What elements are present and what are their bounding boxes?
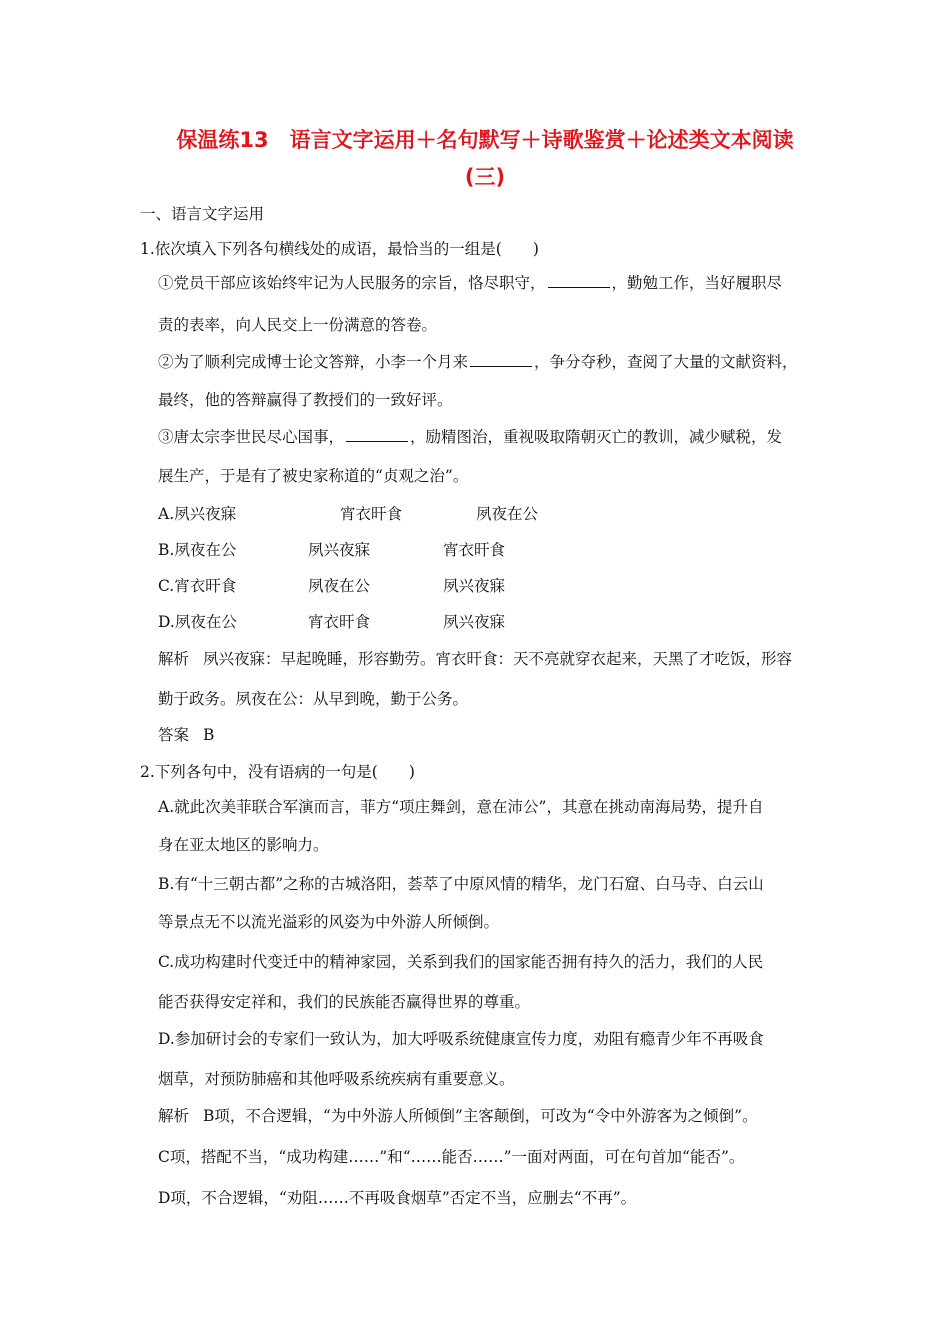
- question-2-analysis-cont-2: D项，不合逻辑，“劝阻……不再吸食烟草”否定不当，应删去“不再”。: [158, 1189, 637, 1207]
- fill-blank: [470, 365, 532, 367]
- sentence-text: ③唐太宗李世民尽心国事，: [158, 428, 345, 446]
- option-c: [158, 576, 578, 596]
- question-1-sentence-2: [158, 352, 798, 372]
- option-word-1: 夙夜在公: [174, 541, 237, 559]
- question-2-stem: 2.下列各句中，没有语病的一句是( ): [140, 763, 415, 781]
- answer-label: 答案: [158, 726, 190, 744]
- question-1-sentence-3: [158, 427, 782, 447]
- question-2-option-a-cont: 身在亚太地区的影响力。: [158, 836, 329, 854]
- sentence-text: ②为了顺利完成博士论文答辩，小李一个月来: [158, 353, 469, 371]
- option-word-2: 宵衣旰食: [340, 505, 403, 523]
- option-word-3: 宵衣旰食: [443, 541, 506, 559]
- option-label: B.: [158, 541, 175, 559]
- option-b: [158, 540, 578, 560]
- option-word-2: 夙夜在公: [308, 577, 371, 595]
- question-2-option-c: C.成功构建时代变迁中的精神家园，关系到我们的国家能否拥有持久的活力，我们的人民: [158, 953, 764, 971]
- sentence-text: ，争分夺秒，查阅了大量的文献资料，: [534, 353, 798, 371]
- option-a: [158, 504, 578, 524]
- option-word-2: 夙兴夜寐: [308, 541, 371, 559]
- question-2-option-a: A.就此次美菲联合军演而言，菲方“项庄舞剑，意在沛公”，其意在挑动南海局势，提升自: [158, 798, 764, 816]
- question-1-sentence-3-cont: 展生产，于是有了被史家称道的“贞观之治”。: [158, 467, 469, 485]
- sentence-text: ①党员干部应该始终牢记为人民服务的宗旨，恪尽职守，: [158, 274, 546, 292]
- question-1-stem: 1.依次填入下列各句横线处的成语，最恰当的一组是( ): [140, 240, 539, 258]
- analysis-label: 解析: [158, 650, 190, 668]
- section-heading: 一、语言文字运用: [140, 205, 265, 223]
- question-2-option-b-cont: 等景点无不以流光溢彩的风姿为中外游人所倾倒。: [158, 913, 500, 931]
- question-2-option-c-cont: 能否获得安定祥和，我们的民族能否赢得世界的尊重。: [158, 993, 531, 1011]
- analysis-text: B项，不合逻辑，“为中外游人所倾倒”主客颠倒，可改为“令中外游客为之倾倒”。: [203, 1107, 758, 1125]
- fill-blank: [548, 286, 610, 288]
- question-2-analysis-cont-1: C项，搭配不当，“成功构建……”和“……能否……”一面对两面，可在句首加“能否”。: [158, 1148, 745, 1166]
- question-1-sentence-1-cont: 责的表率，向人民交上一份满意的答卷。: [158, 316, 438, 334]
- question-2-option-b: B.有“十三朝古都”之称的古城洛阳，荟萃了中原风情的精华，龙门石窟、白马寺、白云山: [158, 875, 764, 893]
- option-word-3: 夙兴夜寐: [443, 577, 506, 595]
- fill-blank: [346, 440, 408, 442]
- question-1-answer: [158, 725, 214, 745]
- sentence-text: ，励精图治，重视吸取隋朝灭亡的教训，减少赋税，发: [410, 428, 783, 446]
- page-title-subtitle: (三): [464, 165, 506, 189]
- question-1-analysis: [158, 649, 792, 669]
- option-d: [158, 612, 578, 632]
- analysis-text: 夙兴夜寐：早起晚睡，形容勤劳。宵衣旰食：天不亮就穿衣起来，天黑了才吃饭，形容: [203, 650, 793, 668]
- option-label: C.: [158, 577, 175, 595]
- option-word-3: 夙夜在公: [476, 505, 539, 523]
- option-word-2: 宵衣旰食: [308, 613, 371, 631]
- question-2-option-d-cont: 烟草，对预防肺癌和其他呼吸系统疾病有重要意义。: [158, 1070, 515, 1088]
- sentence-text: ，勤勉工作，当好履职尽: [611, 274, 783, 292]
- question-1-analysis-cont: 勤于政务。夙夜在公：从早到晚，勤于公务。: [158, 690, 469, 708]
- option-word-3: 夙兴夜寐: [443, 613, 506, 631]
- option-label: A.: [158, 505, 175, 523]
- option-label: D.: [158, 613, 175, 631]
- question-1-sentence-1: [158, 273, 782, 293]
- page-title: 保温练13 语言文字运用＋名句默写＋诗歌鉴赏＋论述类文本阅读: [176, 128, 794, 152]
- question-2-option-d: D.参加研讨会的专家们一致认为，加大呼吸系统健康宣传力度，劝阻有瘾青少年不再吸食: [158, 1030, 764, 1048]
- option-word-1: 夙夜在公: [174, 613, 237, 631]
- question-2-analysis: [158, 1106, 758, 1126]
- option-word-1: 宵衣旰食: [174, 577, 237, 595]
- analysis-label: 解析: [158, 1107, 190, 1125]
- option-word-1: 夙兴夜寐: [174, 505, 237, 523]
- question-1-sentence-2-cont: 最终，他的答辩赢得了教授们的一致好评。: [158, 391, 453, 409]
- answer-value: B: [203, 726, 215, 744]
